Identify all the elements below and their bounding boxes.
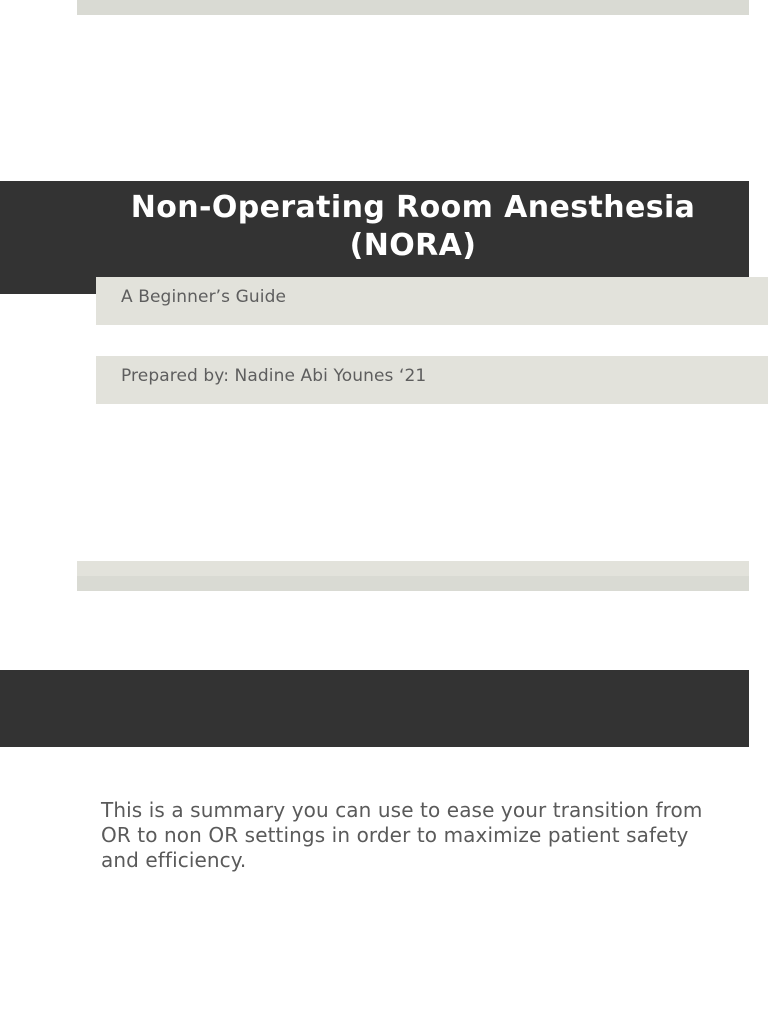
subtitle: A Beginner’s Guide [121,287,287,307]
slide-bottom-band-light [77,561,749,576]
slide-top-band [77,0,749,15]
slide-bottom-band [77,576,749,591]
subtitle-box [96,277,768,325]
author-box [96,356,768,404]
page-title: Non-Operating Room Anesthesia (NORA) [130,190,696,263]
summary-paragraph: This is a summary you can use to ease your transition from OR to non OR settings in order to maximize patient safety and efficiency. [101,798,703,872]
slide2-title-bar [0,670,749,747]
author-credit: Prepared by: Nadine Abi Younes ‘21 [121,366,427,386]
